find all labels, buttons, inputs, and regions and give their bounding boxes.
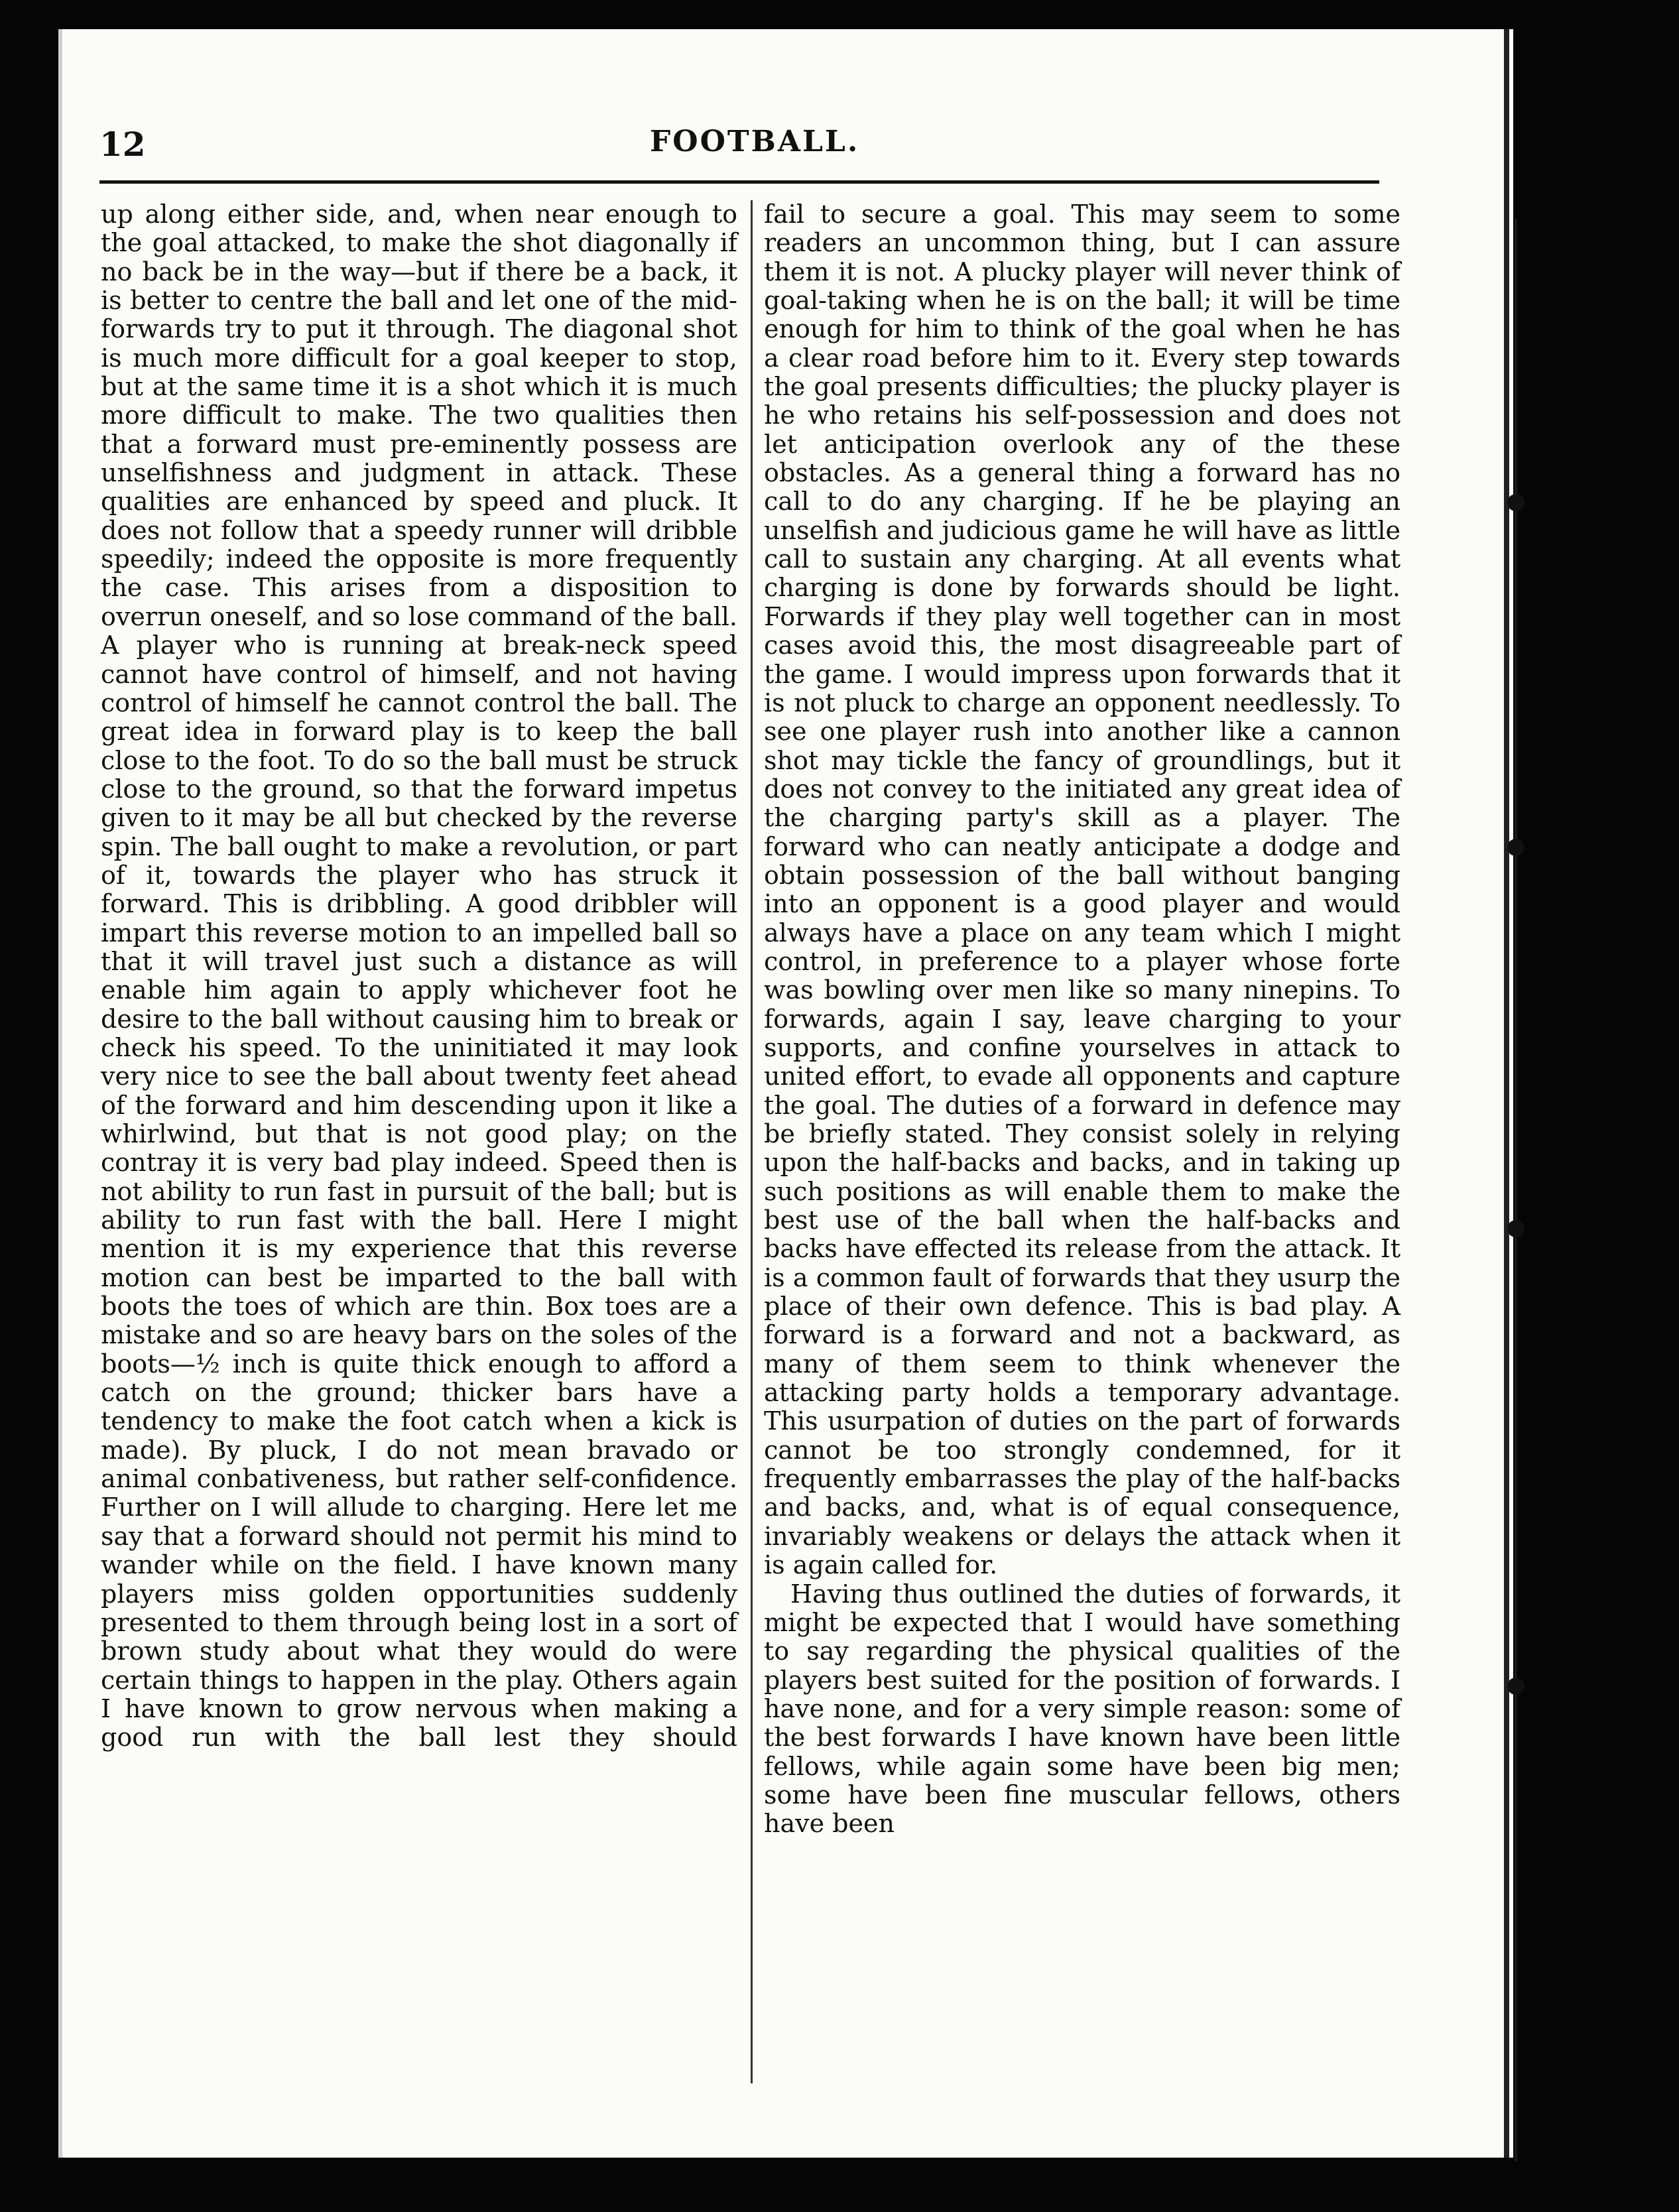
header-rule (99, 180, 1379, 184)
right-column (764, 200, 1400, 1839)
left-column-text: up along either side, and, when near enough to the goal attacked, to make the shot diagonally if no back be in the way—but if there be a back, it is better to centre the ball and let one of the mid-forwards try to put it through. The diagonal shot is much more difficult for a goal keeper to stop, but at the same time it is a shot which it is much more difficult to make. The two qualities then that a forward must pre-eminently possess are unselfishness and judgment in attack. These qualities are enhanced by speed and pluck. It does not follow that a speedy runner will dribble speedily; indeed the opposite is more frequently the case. This arises from a disposition to overrun oneself, and so lose command of the ball. A player who is running at break-neck speed cannot have control of himself, and not having control of himself he cannot control the ball. The great idea in forward play is to keep the ball close to the foot. To do so the ball must be struck close to the ground, so that the forward impetus given to it may be all but checked by the reverse spin. The ball ought to make a revolution, or part of it, towards the player who has struck it forward. This is dribbling. A good dribbler will impart this reverse motion to an impelled ball so that it will travel just such a distance as will enable him again to apply whichever foot he desire to the ball without causing him to break or check his speed. To the uninitiated it may look very nice to see the ball about twenty feet ahead of the forward and him descending upon it like a whirlwind, but that is not good play; on the contray it is very bad play indeed. Speed then is not ability to run fast in pursuit of the ball; but is ability to run fast with the ball. Here I might mention it is my experience that this reverse motion can best be imparted to the ball with boots the toes of which are thin. Box toes are a mistake and so are heavy bars on the soles of the boots—½ inch is quite thick enough to afford a catch on the ground; thicker bars have a tendency to make the foot catch when a kick is made). By pluck, I do not mean bravado or animal conbativeness, but rather self-confidence. Further on I will allude to charging. Here let me say that a forward should not permit his mind to wander while on the field. I have known many players miss golden opportunities suddenly presented to them through being lost in a sort of brown study about what they would do were certain things to happen in the play. Others again I have known to grow nervous when making a good run with the ball lest they should (101, 200, 737, 1752)
binding-knot (1507, 494, 1524, 511)
binding-knot (1507, 1678, 1524, 1695)
page-number: 12 (99, 125, 146, 164)
right-column-paragraph-2: Having thus outlined the duties of forwards, it might be expected that I would have something to say regarding the physical qualities of the players best suited for the position of forwards. I have none, and for a very simple reason: some of the best forwards I have known have been little fellows, while again some have been big men; some have been fine muscular fellows, others have been (764, 1579, 1400, 1839)
running-head: FOOTBALL. (650, 125, 860, 158)
page-edge (1504, 29, 1509, 2158)
right-column-paragraph-1: fail to secure a goal. This may seem to some readers an uncommon thing, but I can assure them it is not. A plucky player will never think of goal-taking when he is on the ball; it will be time enough for him to think of the goal when he has a clear road before him to it. Every step towards the goal presents difficulties; the plucky player is he who retains his self-possession and does not let anticipation overlook any of the these obstacles. As a general thing a forward has no call to do any charging. If he be playing an unselfish and judicious game he will have as little call to sustain any charging. At all events what charging is done by forwards should be light. Forwards if they play well together can in most cases avoid this, the most disagreeable part of the game. I would impress upon forwards that it is not pluck to charge an opponent needlessly. To see one player rush into another like a cannon shot may tickle the fancy of groundlings, but it does not convey to the initiated any great idea of the charging party's skill as a player. The forward who can neatly anticipate a dodge and obtain possession of the ball without banging into an opponent is a good player and would always have a place on any team which I might control, in preference to a player whose forte was bowling over men like so many ninepins. To forwards, again I say, leave charging to your supports, and confine yourselves in attack to united effort, to evade all opponents and capture the goal. The duties of a forward in defence may be briefly stated. They consist solely in relying upon the half-backs and backs, and in taking up such positions as will enable them to make the best use of the ball when the half-backs and backs have effected its release from the attack. It is a common fault of forwards that they usurp the place of their own defence. This is bad play. A forward is a forward and not a backward, as many of them seem to think whenever the attacking party holds a temporary advantage. This usurpation of duties on the part of forwards cannot be too strongly condemned, for it frequently embarrasses the play of the half-backs and backs, and, what is of equal consequence, invariably weakens or delays the attack when it is again called for. (764, 200, 1400, 1580)
column-rule (751, 200, 753, 2083)
binding-knot (1507, 1220, 1524, 1237)
binding-knot (1507, 839, 1524, 856)
